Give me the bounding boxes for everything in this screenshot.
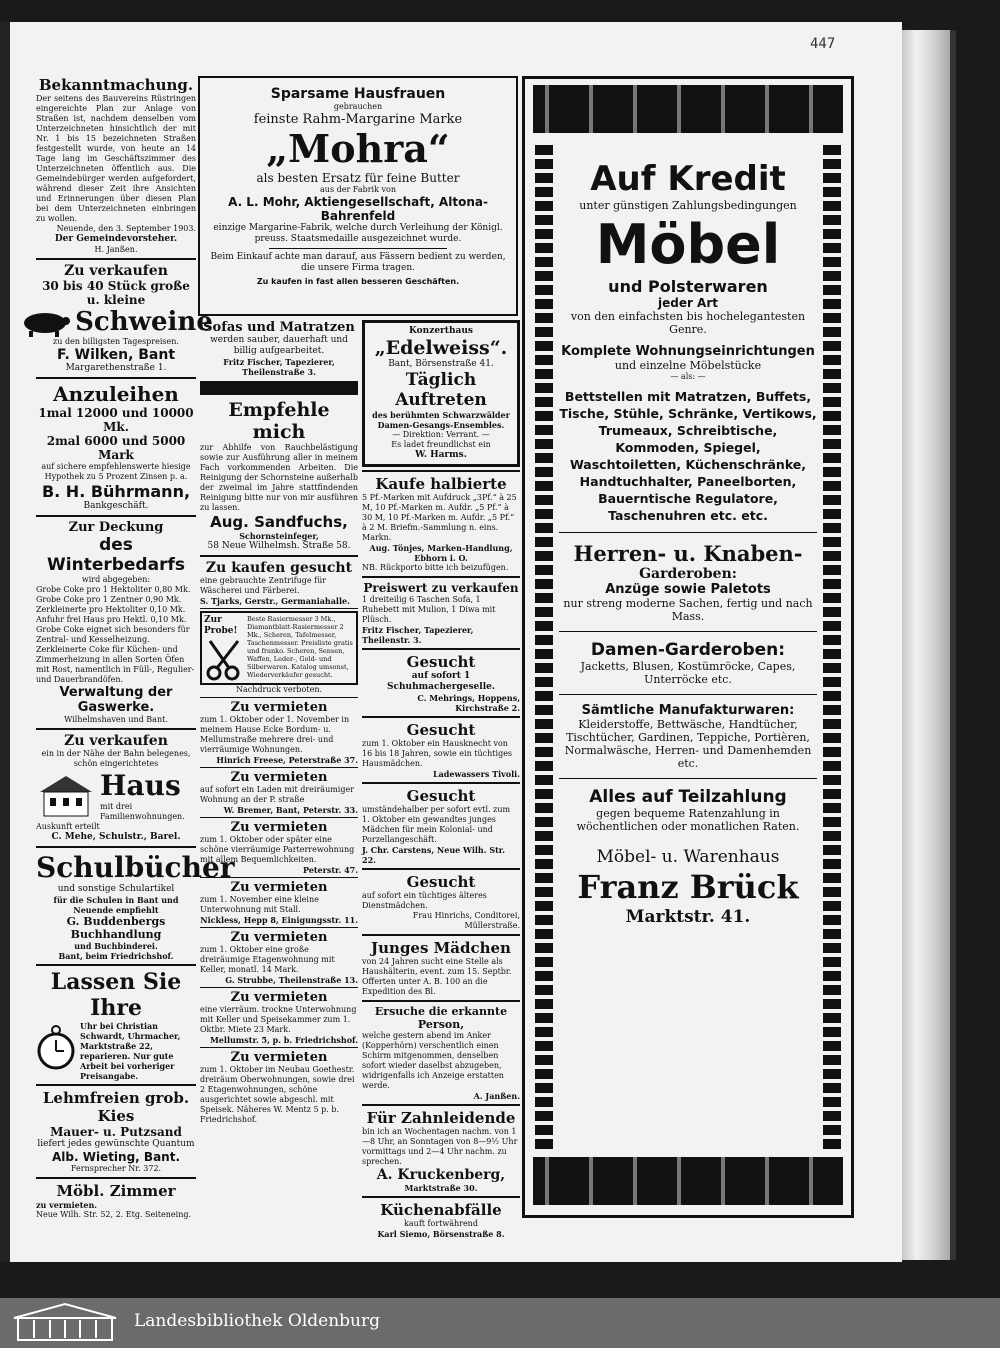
ad-anzuleihen [36,382,196,512]
mohra-line8: Zu kaufen in fast allen besseren Geschäften. [256,277,460,286]
ornament-top [533,85,843,133]
store-addr: Marktstr. 41. [625,907,751,927]
ad-schornstein [200,399,358,552]
column-3 [362,320,520,1239]
divider [200,987,358,988]
divider [559,631,817,632]
verm-body: zum 1. Oktober oder 1. November in meinem Hause Ecke Bordum- u. Mellumstraße mehrere drei- und vierräumige Wohnungen. [200,715,350,754]
ad-bekanntmachung [36,76,196,255]
teil-line1: gegen bequeme Ratenzahlung in wöchentlichen oder monatlichen Raten. [576,807,800,833]
store-name: Franz Brück [577,868,799,906]
divider [200,817,358,818]
ad-schweine [36,263,213,374]
divider [362,576,520,578]
herren-line1: Anzüge sowie Paletots [605,582,771,597]
empf-heading: Empfehle mich [228,399,330,443]
kuch-body: kauft fortwährend [404,1219,478,1228]
ad-vermieten-3 [200,880,358,925]
preis-heading: Preiswert zu verkaufen [363,581,519,595]
anl-line1: 1mal 12000 und 10000 Mk. [38,406,194,434]
divider [559,532,817,533]
ges2-heading: Gesucht [406,721,476,739]
divider [36,728,196,730]
bekannt-body: Der seitens des Bauvereins Rüstringen eingereichte Plan zur Anlage von Straßen ist, nachdem denselben vom Unterzeichneten hinsichtlich der mit Nr. 1 bis 15 bezeichneten Straßen festgestellt wurde, von heute an 14 Tage lang im Geschäftszimmer des Unterzeichneten öffentlich aus. Die Gemeindebürger werden aufgefordert, während dieser Zeit ihre Ansichten und Erinnerungen über diesen Plan bei dem Unterzeichneten einbringen zu wollen. [36,94,196,223]
wint-item-3: Anfuhr frei Haus pro Hektl. 0,10 Mk. [36,615,187,624]
preis-name: Fritz Fischer, Tapezierer, Theilenstr. 3. [362,625,474,645]
library-building-icon [8,1302,122,1344]
ges4-heading: Gesucht [406,873,476,891]
book-edge-right [902,30,956,1260]
zahn-heading: Für Zahnleidende [366,1109,516,1127]
kies-line1: Mauer- u. Putzsand [50,1125,182,1139]
ges4-body: auf sofort ein tüchtiges älteres Dienstmädchen. [362,891,487,910]
ges3-name: J. Chr. Carstens, Neue Wilh. Str. 22. [362,845,506,865]
kredit-jeder-art: jeder Art [657,296,719,310]
anl-sub: Bankgeschäft. [83,501,149,511]
mohra-line4: als besten Ersatz für feine Butter [256,171,460,185]
kies-line2: liefert jedes gewünschte Quantum [37,1139,195,1149]
divider [362,1196,520,1198]
zimm-line1: zu vermieten. [36,1200,98,1210]
ad-uhr [36,969,196,1081]
divider [559,778,817,779]
verm-sign: Nickless, Hepp 8, Einigungsstr. 11. [200,915,358,925]
zimm-heading: Möbl. Zimmer [56,1182,176,1200]
mohra-line5: aus der Fabrik von [320,185,396,194]
ad-gesucht-3 [362,787,520,865]
divider [362,782,520,784]
wint-name: Verwaltung der Gaswerke. [59,685,173,715]
schweine-text: zu den billigsten Tagespreisen. [53,337,179,346]
haus-heading: Zu verkaufen [64,733,168,749]
preis-body: 1 dreiteilig 6 Taschen Sofa, 1 Ruhebett mit Mulion, 1 Diwa mit Plüsch. [362,595,496,624]
mohra-line6: einzige Margarine-Fabrik, welche durch Verleihung der Königl. preuss. Staatsmedaille ausgezeichnet wurde. [213,223,503,244]
ad-kies [36,1089,196,1174]
kies-tel: Fernsprecher Nr. 372. [70,1164,162,1173]
zent-name: S. Tjarks, Gerstr., Germaniahalle. [200,596,350,606]
verm-body: zum 1. November eine kleine Unterwohnung mit Stall. [200,895,319,914]
bekannt-sign2: H. Janßen. [94,245,138,254]
kies-name: Alb. Wieting, Bant. [51,1150,180,1164]
divider-bar [200,381,358,395]
herren-heading: Herren- u. Knaben- [573,541,803,566]
wint-sub2: Wilhelmshaven und Bant. [64,715,168,724]
bekannt-title: Bekanntmachung. [38,76,194,94]
divider [362,648,520,650]
jung-body: von 24 Jahren sucht eine Stelle als Haushälterin, event. zum 15. Septbr. Offerten unter A. B. 100 an die Expedition des Bl. [362,957,512,996]
ad-preiswert [362,581,520,645]
teil-heading: Alles auf Teilzahlung [589,787,787,807]
wint-sub: wird abgegeben: [81,575,151,584]
divider [36,515,196,517]
ad-vermieten-0 [200,700,358,765]
ad-schulbuecher [36,851,235,961]
halb-body: 5 Pf.-Marken mit Aufdruck „3Pf.“ à 25 M, 10 Pf.-Marken m. Aufdr. „5 Pf.“ à 30 M, 10 Pf.-Marken m. Aufdr. „5 Pf.“ à 2 M. Briefm.-Sammlung n. eins. Markn. [362,493,517,542]
divider [559,694,817,695]
empf-sub: Schornsteinfeger, [239,531,319,541]
edel-addr: Bant, Börsenstraße 41. [388,359,494,369]
ad-gesucht-2 [362,721,520,779]
bekannt-date: Neuende, den 3. September 1903. [56,224,196,233]
divider [36,377,196,379]
ad-vermieten-2 [200,820,358,875]
zimm-line2: Neue Wilh. Str. 52, 2. Etg. Seiteneing. [36,1210,192,1219]
kredit-einzeln: und einzelne Möbelstücke [614,359,762,372]
wint-heading1: Zur Deckung [68,520,164,535]
manu-line1: Kleiderstoffe, Bettwäsche, Handtücher, Tischtücher, Gardinen, Teppiche, Portièren, Normalwäsche, Herren- und Damenhemden etc. [564,718,812,770]
bekannt-sign: Der Gemeindevorsteher. [54,234,178,244]
divider [200,877,358,878]
schul-line1: und sonstige Schulartikel [57,884,175,894]
schul-addr: Bant, beim Friedrichshof. [58,951,174,961]
probe-title: Zur Probe! [204,615,238,636]
zahn-addr: Marktstraße 30. [404,1183,478,1193]
ad-vermieten-6 [200,1050,358,1125]
divider [362,1104,520,1106]
divider [36,1177,196,1179]
anl-heading: Anzuleihen [53,382,179,406]
divider [200,767,358,768]
kredit-moebel: Möbel [595,213,781,276]
mohra-company: A. L. Mohr, Aktiengesellschaft, Altona-Bahrenfeld [228,195,488,223]
house-icon [36,774,96,818]
zahn-name: A. Kruckenberg, [376,1167,506,1183]
ges1-body: auf sofort 1 Schuhmachergeselle. [387,671,495,692]
ad-auf-kredit [522,76,854,1218]
wint-item-1: Grobe Coke pro 1 Zentner 0,90 Mk. [36,595,182,604]
ad-edelweiss [362,320,520,467]
ad-haus [36,733,196,843]
mohra-line1: Sparsame Hausfrauen [270,86,446,102]
verm-heading: Zu vermieten [230,700,328,715]
schweine-name: F. Wilken, Bant [56,347,176,363]
schweine-heading: Zu verkaufen [64,263,168,279]
ges2-name: Ladewassers Tivoli. [432,769,520,779]
ges1-heading: Gesucht [406,653,476,671]
herren-heading2: Garderoben: [639,566,737,582]
kredit-wohnung: Komplete Wohnungseinrichtungen [561,344,815,359]
border-left [535,145,553,1149]
schul-name: G. Buddenbergs Buchhandlung [66,915,166,941]
manu-heading: Sämtliche Manufakturwaren: [581,703,795,718]
haus-line1: ein in der Nähe der Bahn belegenes, schön eingerichtetes [41,749,191,768]
ad-vermieten-4 [200,930,358,985]
kredit-items: Bettstellen mit Matratzen, Buffets, Tische, Stühle, Schränke, Vertikows, Trumeaux, Schreibtische, Kommoden, Spiegel, Waschtoiletten, Küchenschränke, Handtuchhalter, Paneelborten, Bauerntische Regulatore, Taschenuhren etc. etc. [559,389,817,523]
verm-sign: W. Bremer, Bant, Peterstr. 33. [223,805,358,815]
ad-mohra [198,76,518,316]
verm-sign: Peterstr. 47. [302,865,358,875]
divider [269,248,447,249]
empf-body: zur Abhilfe von Rauchbelästigung sowie zur Ausführung aller in meinem Fach vorkommenden Arbeiten. Die Reinigung der Schornsteine außerhalb der zweimal im Jahre stattfindenden Reinigung bitte nur von mir ausführen zu lassen. [200,443,358,512]
divider [200,555,358,557]
divider [36,1084,196,1086]
zent-body: eine gebrauchte Zentrifuge für Wäscherei und Färberei. [200,576,327,595]
page-number: 447 [810,36,836,52]
wint-item-2: Zerkleinerte pro Hektoliter 0,10 Mk. [36,605,186,614]
divider [362,934,520,936]
anl-line2: 2mal 6000 und 5000 Mark [46,434,186,462]
probe-body: Beste Rasiermesser 3 Mk., Diamantblatt-Rasiermesser 2 Mk., Scheren, Tafelmesser, Taschenmesser. Preisliste gratis und franko. Scheren, Sensen, Waffen, Leder-, Gold- und Silberwaren. Katalog umsonst, Wiederverkäufer gesucht. [247,615,353,679]
mohra-line3: feinste Rahm-Margarine Marke [253,112,463,127]
verm-heading: Zu vermieten [230,820,328,835]
divider [200,697,358,698]
kies-heading: Lehmfreien grob. Kies [42,1089,190,1125]
divider [200,927,358,928]
ad-zahnleidende [362,1109,520,1193]
empf-addr: 58 Neue Wilhelmsh. Straße 58. [207,541,351,551]
schul-line3: und Buchbinderei. [74,941,158,951]
pig-icon [19,307,71,337]
uhr-heading: Lassen Sie Ihre [50,969,182,1021]
divider [362,1000,520,1002]
verm-heading: Zu vermieten [230,990,328,1005]
halb-name: Aug. Tönjes, Marken-Handlung, Ebhorn i. O. [369,543,513,563]
zahn-body: bin ich an Wochentagen nachm. von 1—8 Uhr, an Sonntagen von 8—9½ Uhr vormittags und 2—4 Uhr nachm. zu sprechen. [362,1127,518,1166]
mohra-brand: „Mohra“ [266,126,450,171]
sofa-name: Fritz Fischer, Tapezierer, Theilenstraße 3. [223,357,335,377]
library-footer [0,1298,1000,1348]
verm-body: zum 1. Oktober oder später eine schöne vierräumige Parterrewohnung mit allem Bequemlichkeiten. [200,835,355,864]
edel-top: Konzerthaus [409,326,473,336]
ornament-bottom [533,1157,843,1205]
ad-gesucht-4 [362,873,520,931]
ad-zentrifuge [200,560,358,606]
verm-sign: Mellumstr. 5, p. b. Friedrichshof. [209,1035,358,1045]
ges4-name: Frau Hinrichs, Conditorei, Müllerstraße. [412,911,520,930]
divider [36,258,196,260]
divider [36,846,196,848]
kredit-polster: und Polsterwaren [608,277,768,296]
ad-gesucht-1 [362,653,520,713]
ges2-body: zum 1. Oktober ein Hausknecht von 16 bis 18 Jahren, sowie ein tüchtiges Hausmädchen. [362,739,513,768]
edel-heading: Täglich Auftreten [395,370,487,410]
haus-big: Haus [100,769,181,802]
kuch-heading: Küchenabfälle [380,1201,502,1219]
verm-sign: Hinrich Freese, Peterstraße 37. [216,755,358,765]
verm-sign: G. Strubbe, Theilenstraße 13. [225,975,358,985]
haus-line2: mit drei Familienwohnungen. [100,802,185,821]
haus-line3: Auskunft erteilt [36,822,100,831]
divider [200,608,358,609]
edel-sign: W. Harms. [415,450,467,460]
zent-heading: Zu kaufen gesucht [205,560,353,576]
mohra-line7: Beim Einkauf achte man darauf, aus Fässern bedient zu werden, die unsere Firma tragen. [210,252,506,273]
kredit-als: — als: — [670,372,706,381]
ad-vermieten-1 [200,770,358,815]
herren-line2: nur streng moderne Sachen, fertig und nach Mass. [563,597,813,623]
column-2 [200,320,358,1220]
ad-halbierte [362,475,520,573]
ges3-body: umständehalber per sofort evtl. zum 1. Oktober ein gewandtes junges Mädchen für mein Kolonial- und Porzellangeschäft. [362,805,511,844]
uhr-body: Uhr bei Christian Schwardt, Uhrmacher, Marktstraße 22, reparieren. Nur gute Arbeit bei vorheriger Preisangabe. [80,1021,181,1081]
halb-heading: Kaufe halbierte [375,475,507,493]
kredit-terms: unter günstigen Zahlungsbedingungen [579,199,797,212]
divider [200,1047,358,1048]
probe-foot: Nachdruck verboten. [235,685,323,694]
edel-dir: — Direktion: Verrant. — [392,430,490,439]
wint-body: Grobe Coke eignet sich besonders für Zentral- und Kesselheizung. Zerkleinerte Coke für Küchen- und Zimmerheizung in allen Sorten Öfen mit Rost, namentlich in Füll-, Regulier- und Dauerbrandöfen. [36,625,195,684]
ad-vermieten-5 [200,990,358,1045]
library-name: Landesbibliothek Oldenburg [134,1311,381,1331]
wint-heading2: des Winterbedarfs [47,535,185,575]
ad-zur-probe [200,611,358,685]
ges1-name: C. Mehrings, Hoppens, Kirchstraße 2. [417,693,520,713]
schweine-big: Schweine [75,307,213,337]
wint-item-0: Grobe Coke pro 1 Hektoliter 0,80 Mk. [36,585,191,594]
schweine-addr: Margarethenstraße 1. [65,363,167,373]
schul-line2: für die Schulen in Bant und Neuende empfiehlt [53,895,179,915]
verm-heading: Zu vermieten [230,1050,328,1065]
mohra-line2: gebrauchen [333,102,383,111]
verm-body: eine vierräum. trockne Unterwohnung mit Keller und Speisekammer zum 1. Oktbr. Miete 23 Mark. [200,1005,357,1034]
ers-heading: Ersuche die erkannte Person, [374,1005,508,1031]
jung-heading: Junges Mädchen [371,939,511,957]
divider [362,716,520,718]
damen-line1: Jacketts, Blusen, Kostümröcke, Capes, Unterröcke etc. [580,660,796,686]
divider [362,868,520,870]
kuch-name: Karl Siemo, Börsenstraße 8. [377,1229,505,1239]
anl-name: B. H. Bührmann, [41,482,191,501]
verm-heading: Zu vermieten [230,930,328,945]
verm-body: zum 1. Oktober im Neubau Goethestr. dreiräum Oberwohnungen, sowie drei 2 Etagenwohnungen, schöne ausgerichtet sowie abgeschl. mit Speisek. Näheres W. Mentz 5 p. b. Friedrichshof. [200,1065,355,1124]
ad-ersuche [362,1005,520,1101]
ad-kuechenabfaelle [362,1201,520,1239]
verm-heading: Zu vermieten [230,880,328,895]
edel-name: „Edelweiss“. [374,337,508,359]
store-heading: Möbel- u. Warenhaus [596,847,780,867]
verm-body: auf sofort ein Laden mit dreiräumiger Wohnung an der P. straße [200,785,355,804]
ad-junges-maedchen [362,939,520,997]
verm-body: zum 1. Oktober eine große dreiräumige Etagenwohnung mit Keller, monatl. 14 Mark. [200,945,335,974]
anl-line3: auf sichere empfehlenswerte hiesige Hypothek zu 5 Prozent Zinsen p. a. [41,462,191,481]
pocket-watch-icon [36,1021,76,1071]
border-right [823,145,841,1149]
ers-name: A. Janßen. [473,1091,520,1101]
sofa-heading: Sofas und Matratzen [203,320,355,335]
sofa-body: werden sauber, dauerhaft und billig aufgearbeitet. [210,335,348,356]
ers-body: welche gestern abend im Anker (Kopperhörn) verschentlich einen Schirm mitgenommen, denselben sofort wieder daselbst abzugeben, widrigenfalls ich Anzeige erstatten werde. [362,1031,504,1090]
edel-inv: Es ladet freundlichst ein [391,440,491,449]
ges3-heading: Gesucht [406,787,476,805]
scissors-icon [204,637,244,681]
edel-body: des berühmten Schwarzwälder Damen-Gesangs-Ensembles. [372,410,510,430]
schweine-subheading: 30 bis 40 Stück große u. kleine [42,279,190,307]
kredit-heading: Auf Kredit [590,159,786,199]
ad-sofas [200,320,358,377]
ad-zimmer [36,1182,196,1220]
damen-heading: Damen-Garderoben: [590,640,786,660]
ad-winterbedarf [36,520,196,725]
schul-heading: Schulbücher [36,851,235,884]
halb-foot: NB. Rückporto bitte ich beizufügen. [362,563,509,572]
empf-name: Aug. Sandfuchs, [210,513,348,531]
verm-heading: Zu vermieten [230,770,328,785]
haus-name: C. Mehe, Schulstr., Barel. [51,832,181,842]
divider [362,470,520,472]
divider [36,964,196,966]
kredit-genre: von den einfachsten bis hochelegantesten Genre. [570,310,806,336]
